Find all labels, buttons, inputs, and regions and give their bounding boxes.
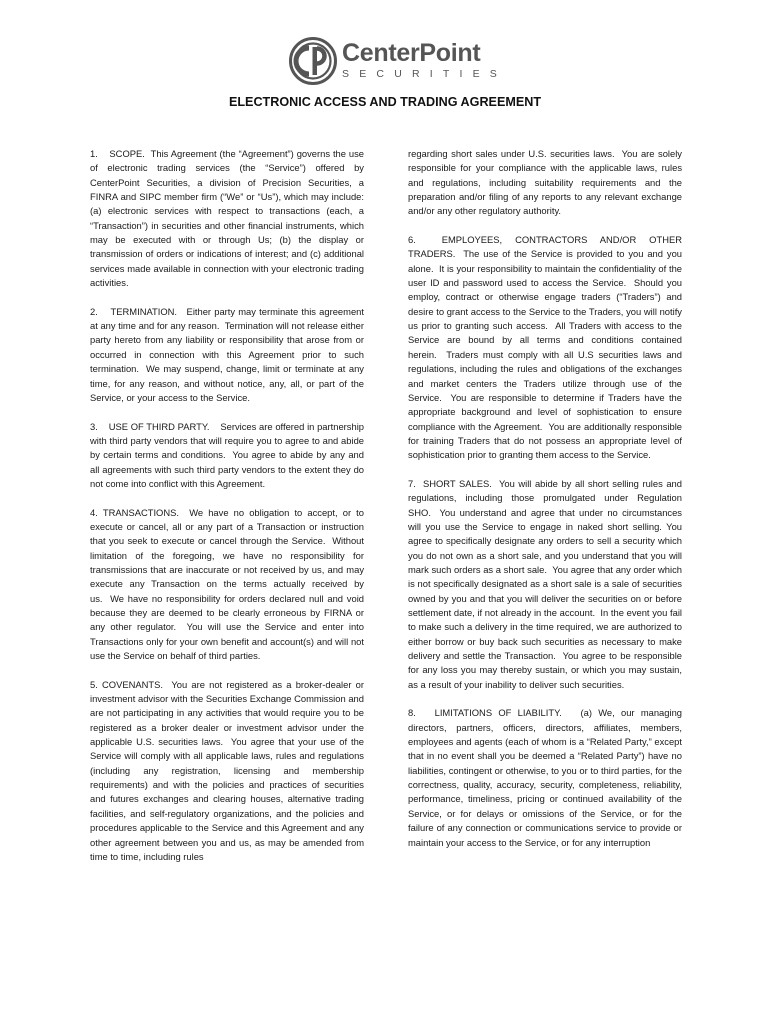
section-use-of-third-party: 3. USE OF THIRD PARTY. Services are offered in partnership with third party vendors that will require you to agree to and abide by certain terms and conditions. You agree to abide by any and all agreements with such third party vendors to the extent they do not come into conflict with this Agreement. bbox=[90, 420, 364, 489]
section-covenants: 5. COVENANTS. You are not registered as a broker-dealer or investment advisor with the Securities Exchange Commission and are not participating in any activities that would require you to be registered as a broker dealer or investment advisor under the applicable U.S. securities laws. You agree that your use of the Service will comply with all applicable laws, rules and regulations (including any registration, licensing and membership requirements) and with the policies and practices of securities and futures exchanges and clearing houses, alternative trading facilities, and self-regulatory organizations, and the policies and procedures applicable to the Service and this Agreement and any other agreement between you and us, as may be amended from time to time, including rules bbox=[90, 678, 364, 862]
left-column bbox=[90, 147, 364, 879]
right-column bbox=[408, 147, 682, 864]
section-scope: 1. SCOPE. This Agreement (the “Agreement”) governs the use of electronic trading services (the “Service”) offered by CenterPoint Securities, a division of Precision Securities, a FINRA and SIPC member firm (“We” or “Us”), which may include: (a) electronic services with respect to transactions (each, a “Transaction”) in securities and other financial instruments, which may be executed with or through Us; (b) the display or transmission of orders or indications of interest; and (c) additional services made available in connection with your electronic trading activities. bbox=[90, 148, 364, 289]
logo-brand-text: CenterPoint bbox=[342, 39, 481, 67]
section-covenants-continued: regarding short sales under U.S. securities laws. You are solely responsible for your compliance with the applicable laws, rules and regulations, including suitability requirements and the preparation and/or filing of any reports to any relevant exchange and/or any other regulatory authority. bbox=[408, 148, 682, 217]
document-title: ELECTRONIC ACCESS AND TRADING AGREEMENT bbox=[228, 95, 542, 109]
section-limitations-of-liability: 8. LIMITATIONS OF LIABILITY. (a) We, our managing directors, partners, officers, directors, affiliates, members, employees and agents (each of whom is a “Related Party,” except that in no event shall you be deemed a “Related Party”) have no liabilities, contingent or otherwise, to you or to third parties, for the correctness, quality, accuracy, security, completeness, reliability, performance, timeliness, pricing or continued availability of the Service, or for delays or omissions of the Service, or for the failure of any connection or communications service to provide or maintain your access to the Service, or for any interruption bbox=[408, 707, 682, 848]
logo-subtitle-text: SECURITIES bbox=[342, 68, 508, 80]
section-transactions: 4. TRANSACTIONS. We have no obligation to accept, or to execute or cancel, all or any part of a Transaction or instruction that you seek to execute or cancel through the Service. Without limitation of the foregoing, we have no responsibility for transmissions that are inaccurate or not received by us, and may execute any Transaction on the terms actually received by us. We have no responsibility for orders declared null and void because they are deemed to be clearly erroneous by FIRNA or any other regulator. You will use the Service and enter into Transactions only for your own benefit and account(s) and will not use the Service on behalf of third parties. bbox=[90, 506, 364, 662]
section-termination: 2. TERMINATION. Either party may terminate this agreement at any time and for any reason. Termination will not release either party hereto from any liability or responsibility that arose from or occurred in connection with this Agreement prior to such termination. We may suspend, change, limit or terminate at any time, for any reason, and without notice, any, all, or part of the Service, or your access to the Service. bbox=[90, 305, 364, 403]
section-employees-contractors-traders: 6. EMPLOYEES, CONTRACTORS AND/OR OTHER TRADERS. The use of the Service is provided to you and you alone. It is your responsibility to maintain the confidentiality of the user ID and password used to access the Service. Should you employ, contract or otherwise engage traders (“Traders”) and desire to grant access to the Service to the Traders, you will notify us prior to granting such access. All Traders with access to the Service are bound by all terms and conditions contained herein. Traders must comply with all U.S securities laws and regulations, including the rules and obligations of the exchanges and market centers the Traders utilize through use of the Service. You are responsible to determine if Traders have the appropriate background and level of sophistication to ensure compliance with the Agreement. You are additionally responsible for training Traders that do not possess an appropriate level of sophistication prior to granting them access to the Service. bbox=[408, 234, 682, 461]
section-short-sales: 7. SHORT SALES. You will abide by all short selling rules and regulations, including those promulgated under Regulation SHO. You understand and agree that under no circumstances will you use the Service to engage in naked short selling. You agree to specifically designate any orders to sell a security which you do not own as a short sale, and you understand that you will mark such orders as a short sale. You agree that any order which is not specifically designated as a short sale is a sale of securities owned by you and that you will deliver the securities on or before settlement date, if not already in the account. In the event you fail to make such a delivery in the time required, we are authorized to either borrow or buy back such securities as necessary to make delivery and settle the Transaction. You agree to be responsible for any loss you may thereby sustain, or which you may sustain, as a result of your inability to deliver such securities. bbox=[408, 477, 682, 690]
centerpoint-logo bbox=[288, 34, 508, 88]
centerpoint-emblem-icon bbox=[288, 34, 338, 88]
